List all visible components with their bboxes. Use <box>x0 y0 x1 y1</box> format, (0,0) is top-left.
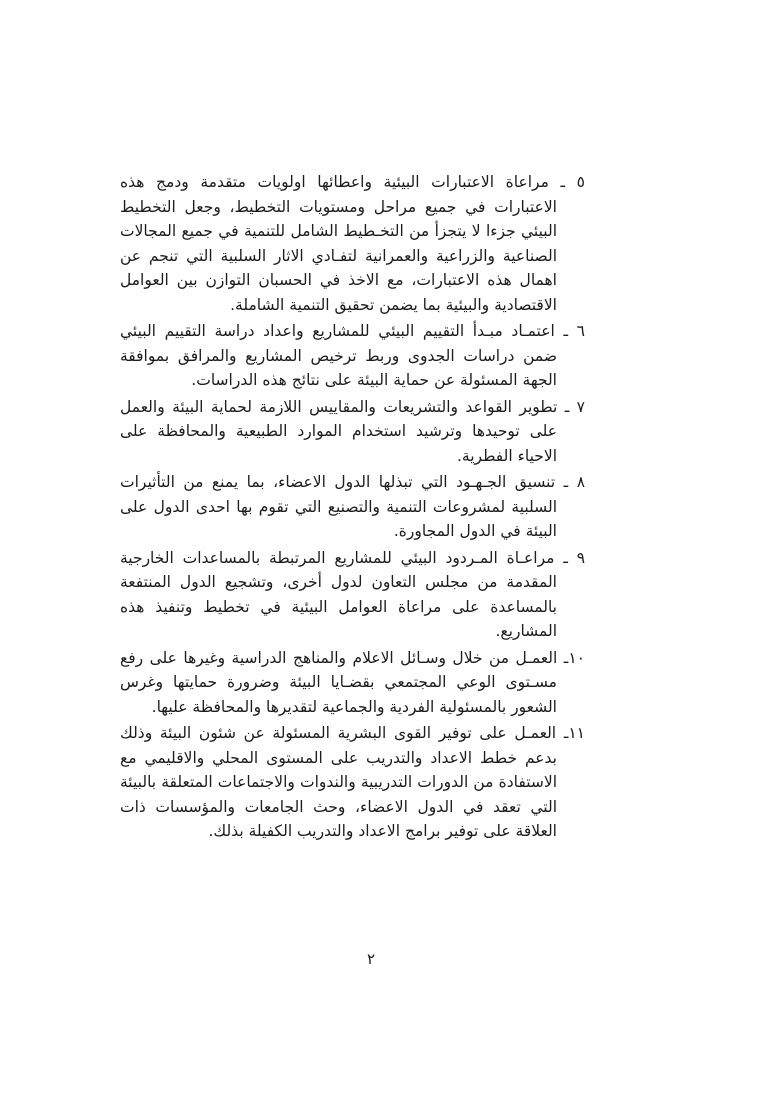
list-item-9 <box>120 546 585 644</box>
item-text: العمـل على توفير القوى البشرية المسئولة عن شئون البيئة وذلك بدعم خطط الاعداد والتدريب على المستوى المحلي والاقليمي مع الاستفادة من الدورات التدريبية والندوات والاجتماعات المتعلقة بالبيئة التي تعقد في الدول الاعضاء، وحث الجامعات والمؤسسات ذات العلاقة على توفير برامج الاعداد والتدريب الكفيلة بذلك. <box>120 724 557 840</box>
item-number: ٧ ـ <box>564 397 585 416</box>
list-item-7 <box>120 395 585 469</box>
item-number: ١١ـ <box>563 724 586 742</box>
item-text: العمـل من خلال وسـائل الاعلام والمناهج الدراسية وغيرها على رفع مسـتوى الوعي المجتمعي بقضـايا البيئة وضرورة حمايتها وغرس الشعور بالمسئولية الفردية والجماعية لتقديرها والمحافظة عليها. <box>120 648 558 716</box>
list-item-11 <box>120 721 585 844</box>
list-item-8 <box>120 470 585 544</box>
page-number: ٢ <box>366 950 376 968</box>
item-text: تنسيق الجـهـود التي تبذلها الدول الاعضاء، بما يمنع من التأثيرات السلبية لمشروعات التنمية والتصنيع التي تقوم بها احدى الدول على البيئة في الدول المجاورة. <box>120 473 557 540</box>
list-item-10 <box>120 646 585 720</box>
item-text: مراعاة الاعتبارات البيئية واعطائها اولويات متقدمة ودمج هذه الاعتبارات في جميع مراحل ومستويات التخطيط، وجعل التخطيط البيئي جزءا لا يتجزأ من التخـطيط الشامل للتنمية في جميع المجالات الصناعية والزراعية والعمرانية لتفـادي الاثار السلبية التي تنجم عن اهمال هذه الاعتبارات، مع الاخذ في الحسبان التوازن بين العوامل الاقتصادية والبيئية بما يضمن تحقيق التنمية الشاملة. <box>120 173 557 314</box>
text-block <box>120 170 585 846</box>
item-number: ٩ ـ <box>563 548 586 567</box>
item-number: ١٠ـ <box>563 648 585 667</box>
item-text: مراعـاة المـردود البيئي للمشاريع المرتبطة بالمساعدات الخارجية المقدمة من مجلس التعاون لدول أخرى، وتشجيع الدول المنتفعة بالمساعدة على مراعاة العوامل البيئية في تخطيط وتنفيذ هذه المشاريع. <box>120 548 557 640</box>
item-text: تطوير القواعد والتشريعات والمقاييس اللازمة لحماية البيئة والعمل على توحيدها وترشيد استخدام الموارد الطبيعية والمحافظة على الاحياء الفطرية. <box>120 397 558 465</box>
item-number: ٨ ـ <box>563 473 586 491</box>
item-number: ٦ ـ <box>563 322 585 340</box>
item-number: ٥ ـ <box>560 173 585 191</box>
item-text: اعتمـاد مبـدأ التقييم البيئي للمشاريع واعداد دراسة التقييم البيئي ضمن دراسات الجدوى وربط ترخيص المشاريع والمرافق بموافقة الجهة المسئولة عن حماية البيئة على نتائج هذه الدراسات. <box>120 322 557 389</box>
list-item-6 <box>120 319 585 393</box>
list-item-5 <box>120 170 585 317</box>
